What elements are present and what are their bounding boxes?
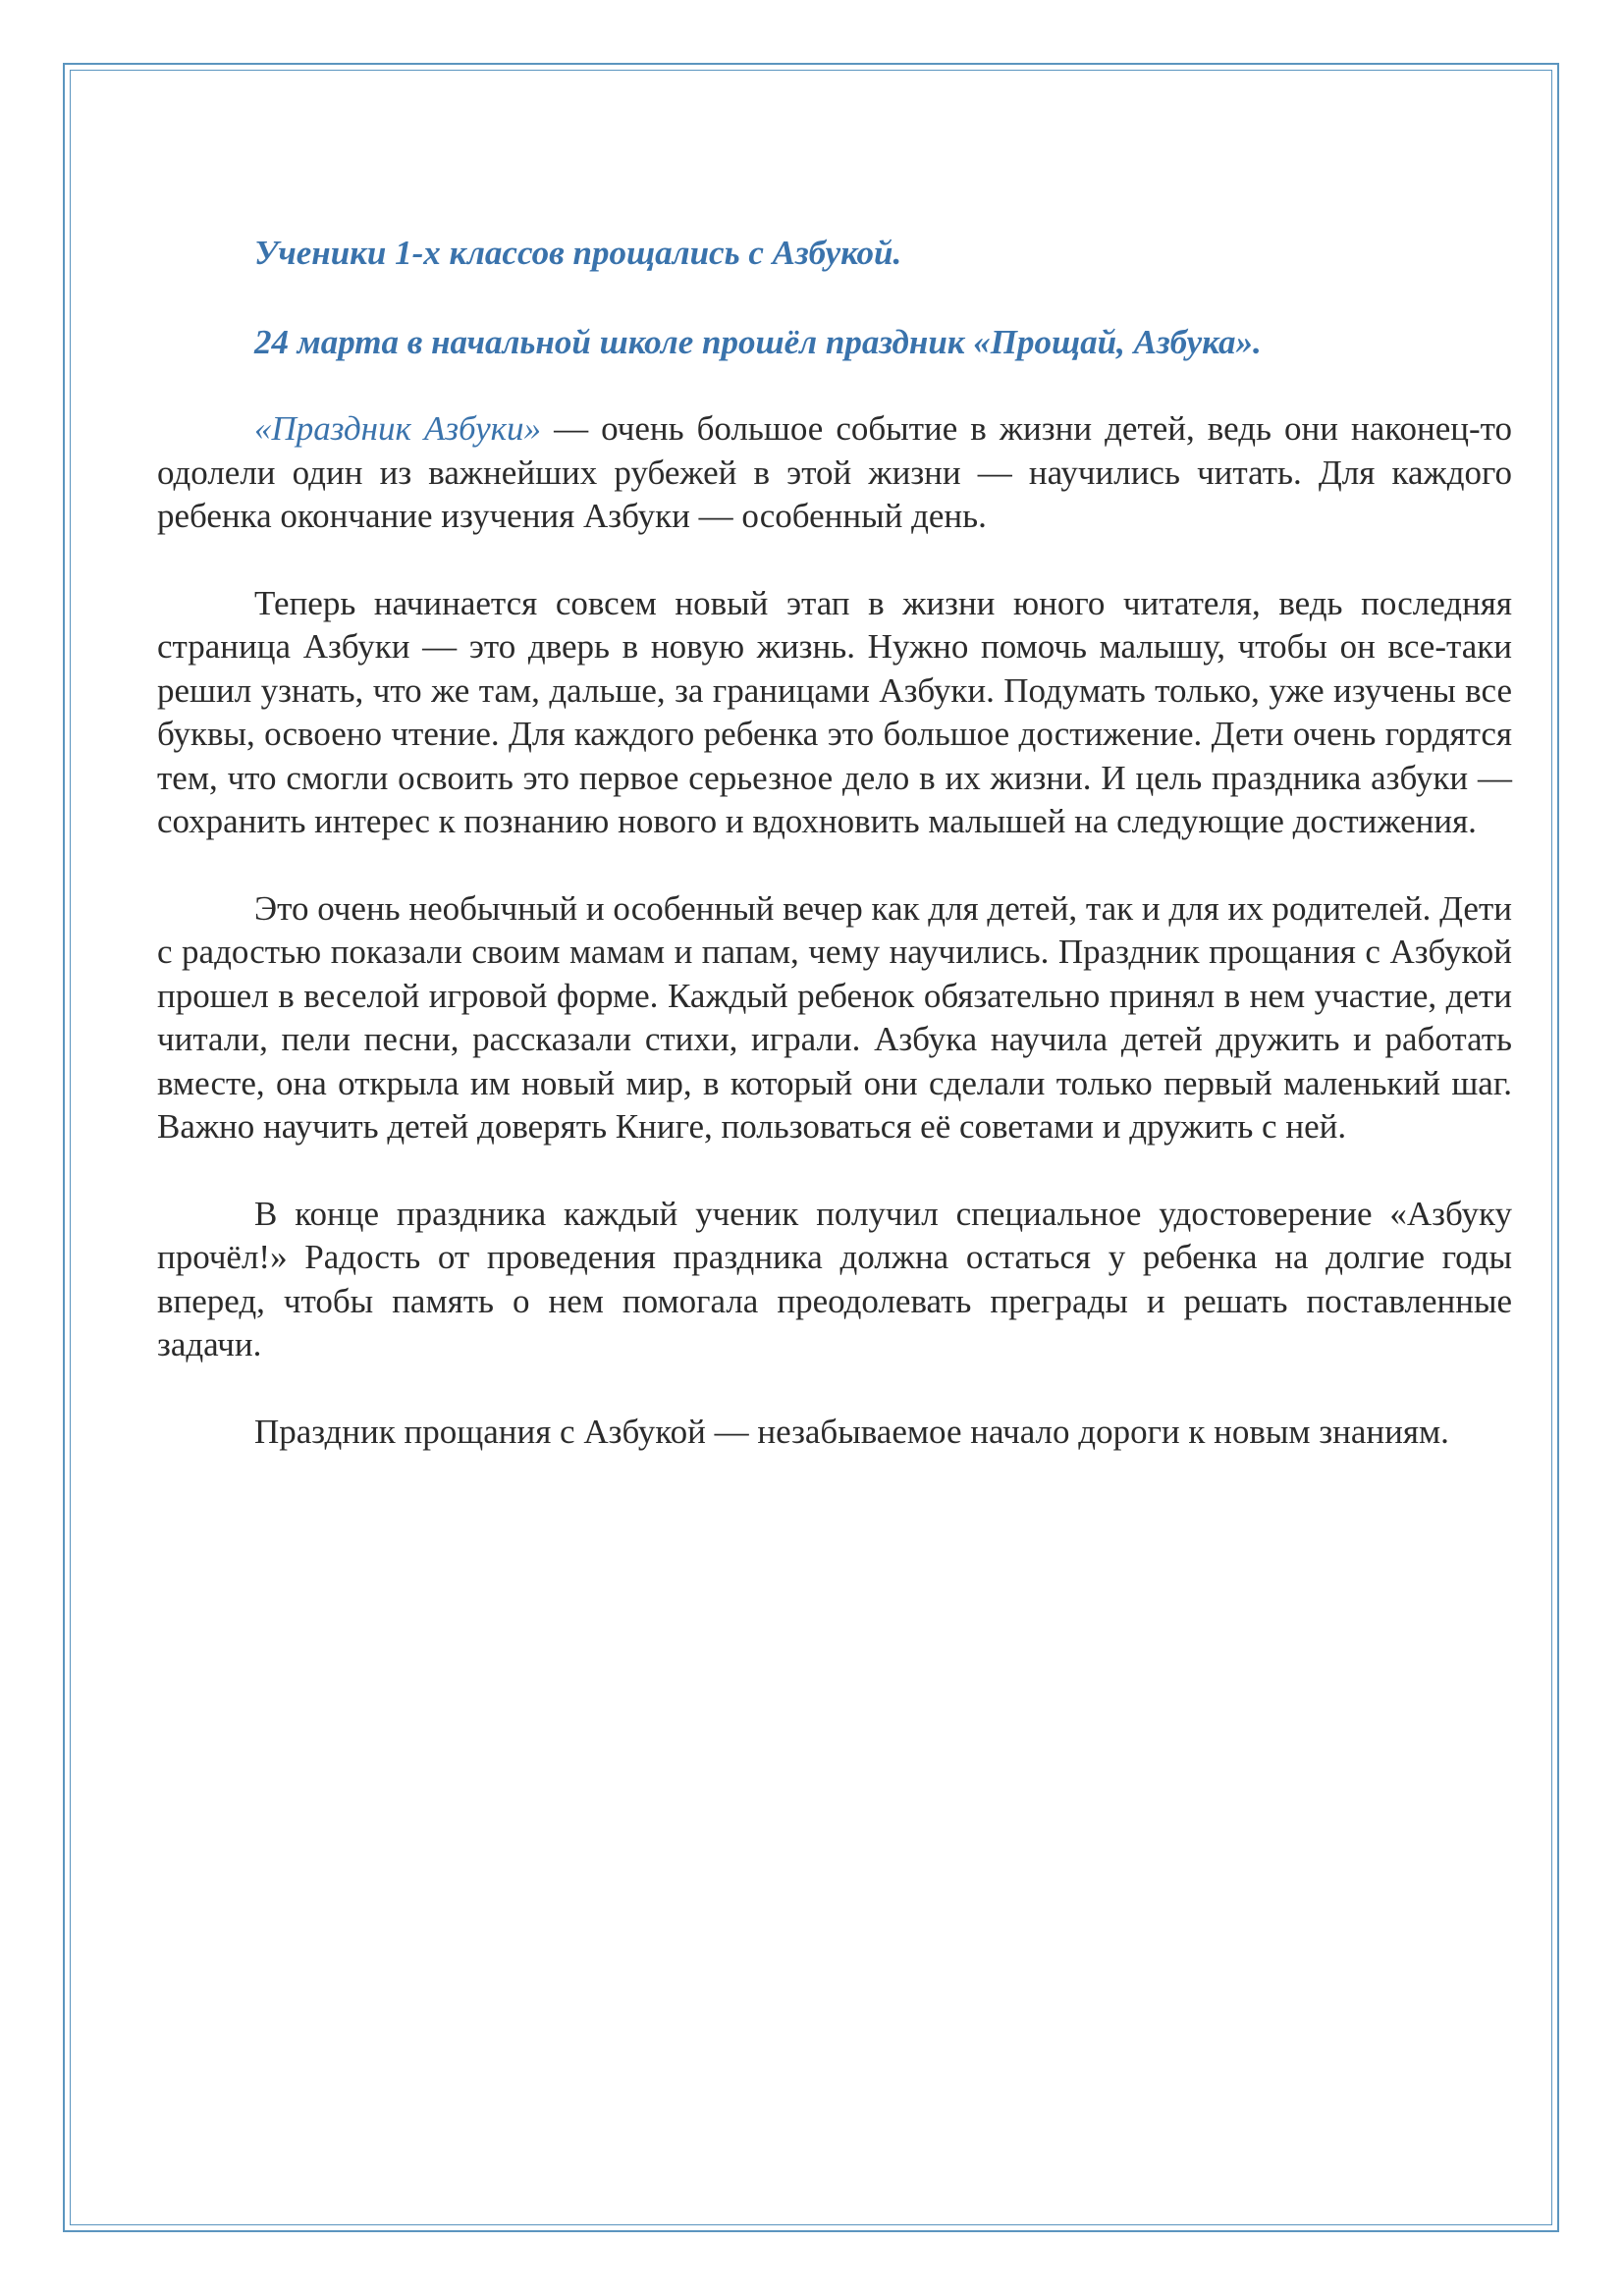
lead-quote: «Праздник Азбуки» [254, 409, 542, 448]
paragraph-5: Праздник прощания с Азбукой — незабываемое начало дороги к новым знаниям. [254, 1412, 1449, 1451]
article [157, 232, 1512, 1497]
article-headline: Ученики 1-х классов прощались с Азбукой. [254, 234, 902, 272]
paragraph-1 [157, 407, 1512, 539]
paragraph-1-text: — очень большое событие в жизни детей, ведь они наконец-то одолели один из важнейших рубежей в этой жизни — научились читать. Для каждого ребенка окончание изучения Азбуки — особенный день. [157, 409, 1512, 535]
paragraph-4: В конце праздника каждый ученик получил специальное удостоверение «Азбуку прочёл!» Радость от проведения праздника должна остаться у ребенка на долгие годы вперед, чтобы память о нем помогала преодолевать преграды и решать поставленные задачи. [157, 1194, 1512, 1363]
article-subheadline: 24 марта в начальной школе прошёл праздник «Прощай, Азбука». [254, 322, 1262, 361]
paragraph-3: Это очень необычный и особенный вечер как для детей, так и для их родителей. Дети с радостью показали своим мамам и папам, чему научились. Праздник прощания с Азбукой прошел в веселой игровой форме. Каждый ребенок обязательно принял в нем участие, дети читали, пели песни, рассказали стихи, играли. Азбука научила детей дружить и работать вместе, она открыла им новый мир, в который они сделали только первый маленький шаг. Важно научить детей доверять Книге, пользоваться её советами и дружить с ней. [157, 888, 1512, 1146]
paragraph-2: Теперь начинается совсем новый этап в жизни юного читателя, ведь последняя страница Азбуки — это дверь в новую жизнь. Нужно помочь малышу, чтобы он все-таки решил узнать, что же там, дальше, за границами Азбуки. Подумать только, уже изучены все буквы, освоено чтение. Для каждого ребенка это большое достижение. Дети очень гордятся тем, что смогли освоить это первое серьезное дело в их жизни. И цель праздника азбуки — сохранить интерес к познанию нового и вдохновить малышей на следующие достижения. [157, 583, 1512, 840]
